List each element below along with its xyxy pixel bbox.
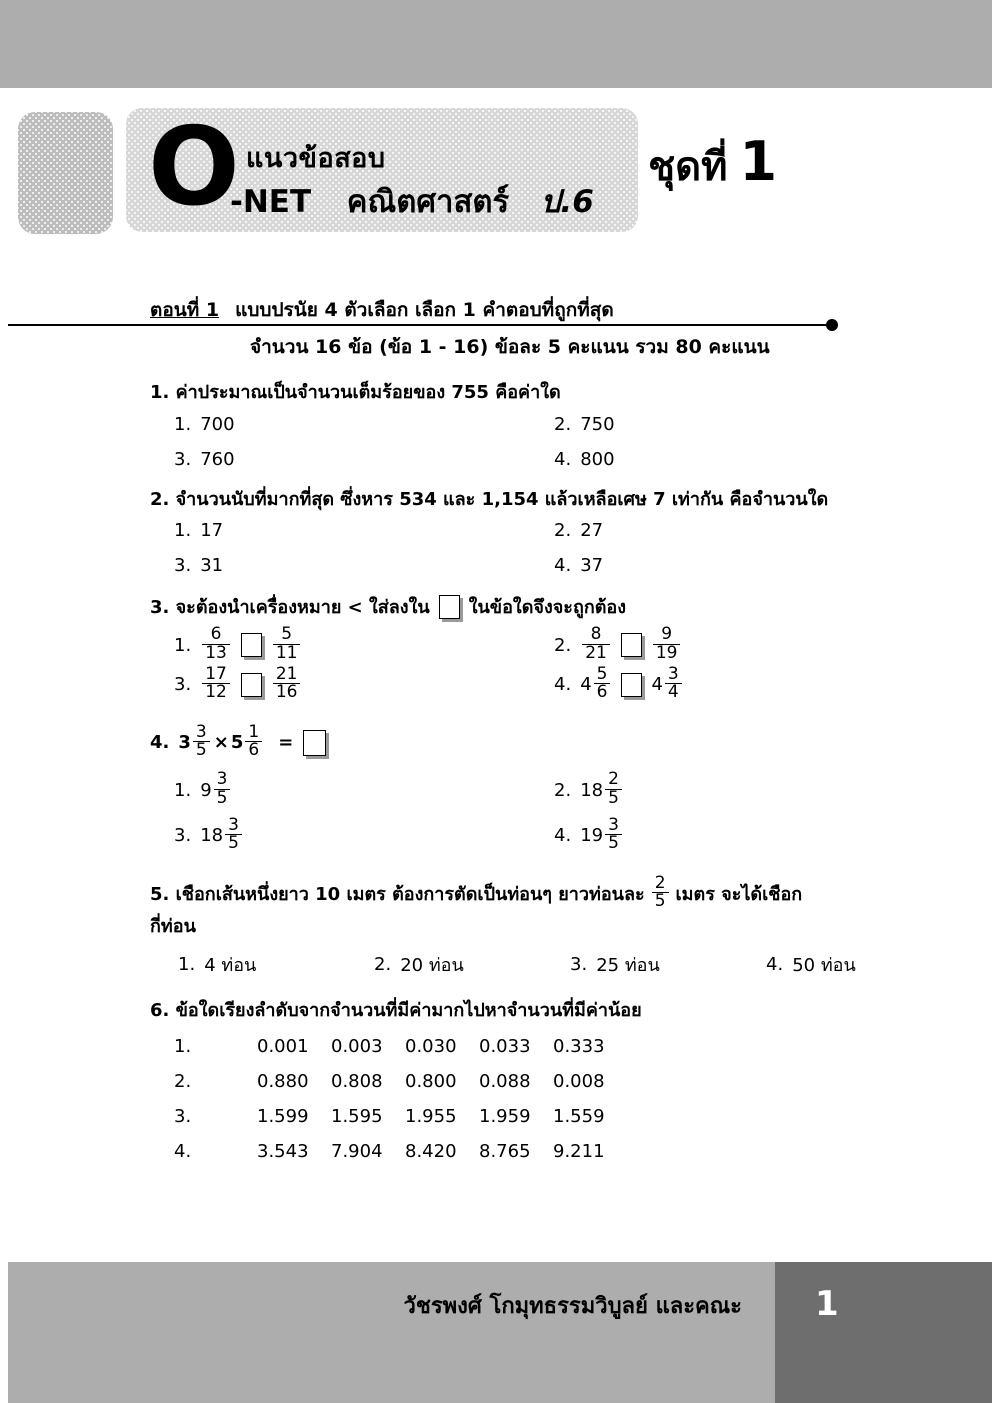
- option-value: 3.543: [257, 1141, 309, 1162]
- option[interactable]: [374, 950, 570, 979]
- fraction-numerator: 2: [608, 769, 619, 790]
- page-number-block: [775, 1262, 992, 1403]
- option-value: 1.599: [257, 1106, 309, 1127]
- fraction-denominator: 6: [245, 741, 262, 759]
- fraction-denominator: 6: [594, 683, 611, 701]
- option-value: 50 ท่อน: [792, 955, 856, 977]
- option-marker: 4.: [554, 674, 572, 696]
- option-marker: 2.: [374, 954, 392, 976]
- option-value: 0.008: [553, 1071, 605, 1092]
- mixed-whole: 18: [200, 825, 224, 847]
- option-marker: 3.: [570, 954, 588, 976]
- question-5-text: [150, 872, 992, 912]
- header-title-line: [230, 176, 594, 226]
- option[interactable]: [554, 449, 992, 470]
- mixed-whole-a: 3: [178, 732, 191, 754]
- answer-box[interactable]: [303, 730, 326, 756]
- header-net-label: -NET: [230, 184, 312, 220]
- fraction-denominator: 11: [273, 644, 301, 662]
- onet-logo-letter: O: [148, 105, 238, 230]
- header-banner: [126, 105, 638, 232]
- option[interactable]: [174, 624, 554, 663]
- option[interactable]: [554, 555, 992, 576]
- option-value: 20 ท่อน: [400, 955, 464, 977]
- option-value: 4 ท่อน: [204, 955, 257, 977]
- fraction-numerator: 2: [654, 872, 666, 893]
- mixed-whole: 19: [580, 825, 604, 847]
- mixed-whole: 9: [200, 779, 212, 801]
- fraction-numerator: 3: [195, 721, 207, 742]
- fraction-numerator: 21: [275, 664, 298, 685]
- option[interactable]: [554, 520, 992, 541]
- fraction-left: [202, 626, 230, 662]
- fraction-numerator: 3: [608, 815, 619, 836]
- option-marker: 3.: [174, 825, 192, 847]
- option-marker: 4.: [554, 448, 572, 470]
- option-value: 0.030: [405, 1036, 457, 1057]
- option[interactable]: [174, 1141, 992, 1162]
- question-3-text-before: 3. จะต้องนำเครื่องหมาย < ใส่ลงใน: [150, 597, 430, 619]
- question-1: [0, 379, 992, 470]
- option-marker: 4.: [174, 1141, 192, 1162]
- option-marker: 2.: [554, 413, 572, 435]
- option[interactable]: [174, 1071, 992, 1092]
- option-marker: 1.: [178, 954, 196, 976]
- answer-box[interactable]: [241, 673, 262, 697]
- fraction-right: [665, 666, 682, 702]
- header-side-decoration: [18, 112, 113, 234]
- question-4-marker: 4.: [150, 732, 170, 754]
- fraction-numerator: 3: [216, 769, 228, 790]
- top-gray-band: [0, 0, 992, 88]
- option-value: 0.333: [553, 1036, 605, 1057]
- fraction-right: [273, 666, 301, 702]
- fraction-denominator: 21: [582, 644, 610, 662]
- fraction: [214, 771, 231, 807]
- option[interactable]: [554, 815, 992, 854]
- fraction-left: [202, 666, 230, 702]
- fraction-denominator: 16: [273, 683, 301, 701]
- option-value: 750: [580, 413, 615, 435]
- question-3-text: [150, 592, 992, 621]
- option-value: 37: [580, 555, 604, 577]
- question-5: [0, 872, 992, 979]
- fraction-numerator: 3: [667, 664, 679, 685]
- question-3-options: [150, 624, 992, 703]
- option-value: 0.003: [331, 1036, 383, 1057]
- page-number: 1: [815, 1284, 839, 1324]
- fraction-left: [582, 626, 610, 662]
- option-value: 0.033: [479, 1036, 531, 1057]
- option-value: 17: [200, 520, 224, 542]
- fraction-denominator: 5: [193, 741, 210, 759]
- header-subject-label: คณิตศาสตร์: [346, 184, 510, 220]
- exam-set-number: 1: [739, 130, 778, 193]
- fraction-denominator: 4: [665, 683, 682, 701]
- mixed-whole-right: 4: [651, 674, 663, 696]
- footer-author: วัชรพงศ์ โกมุทธรรมวิบูลย์ และคณะ: [403, 1294, 742, 1319]
- option-marker: 2.: [554, 520, 572, 542]
- question-6: [0, 997, 992, 1162]
- mixed-whole-b: 5: [230, 732, 244, 754]
- answer-box[interactable]: [241, 633, 262, 657]
- question-2-options: [150, 520, 992, 576]
- option-marker: 4.: [766, 954, 784, 976]
- fraction-numerator: 1: [248, 721, 260, 742]
- question-5-text-b: เมตร จะได้เชือก: [675, 884, 803, 906]
- option[interactable]: [174, 1036, 992, 1057]
- question-3-text-after: ในข้อใดจึงจะถูกต้อง: [468, 597, 627, 619]
- option-marker: 1.: [174, 413, 192, 435]
- option[interactable]: [178, 950, 374, 979]
- option-value: 27: [580, 520, 604, 542]
- multiply-operator: ×: [213, 732, 229, 754]
- fraction-numerator: 5: [596, 664, 608, 685]
- fraction-denominator: 13: [202, 644, 230, 662]
- question-6-text: 6. ข้อใดเรียงลำดับจากจำนวนที่มีค่ามากไปหาจำนวนที่มีค่าน้อย: [150, 1000, 642, 1022]
- question-3: [0, 592, 992, 702]
- option[interactable]: [570, 950, 766, 979]
- option-marker: 1.: [174, 1036, 192, 1057]
- option-marker: 3.: [174, 448, 192, 470]
- exam-content: [0, 252, 992, 1176]
- exam-set-title: [648, 130, 777, 198]
- fraction-a: [193, 721, 210, 761]
- fraction-denominator: 12: [202, 683, 230, 701]
- option-value: 760: [200, 448, 235, 470]
- fraction-numerator: 17: [205, 664, 227, 685]
- fraction-right: [273, 626, 301, 662]
- option-value: 1.955: [405, 1106, 457, 1127]
- option[interactable]: [174, 449, 554, 470]
- page-footer: [0, 1262, 992, 1403]
- instructions-line-2: จำนวน 16 ข้อ (ข้อ 1 - 16) ข้อละ 5 คะแนน รวม 80 คะแนน: [250, 336, 770, 359]
- question-6-options: [150, 1036, 992, 1162]
- option-value: 0.808: [331, 1071, 383, 1092]
- fraction-denominator: 5: [605, 789, 622, 807]
- option[interactable]: [174, 555, 554, 576]
- option[interactable]: [174, 520, 554, 541]
- option-value: 800: [580, 448, 615, 470]
- question-1-text: 1. ค่าประมาณเป็นจำนวนเต็มร้อยของ 755 คือค่าใด: [150, 381, 561, 403]
- option-marker: 1.: [174, 779, 192, 801]
- question-5-text-a: 5. เชือกเส้นหนึ่งยาว 10 เมตร ต้องการตัดเป็นท่อนๆ ยาวท่อนละ: [150, 884, 645, 906]
- option[interactable]: [554, 624, 992, 663]
- fraction-numerator: 9: [661, 624, 673, 645]
- header-subtitle: แนวข้อสอบ: [246, 143, 386, 174]
- option-value: 8.765: [479, 1141, 531, 1162]
- option-marker: 2.: [554, 634, 572, 656]
- fraction: [225, 817, 242, 853]
- question-4: [0, 721, 992, 854]
- fraction-denominator: 5: [214, 789, 231, 807]
- page-header: [0, 88, 992, 240]
- question-2: [0, 486, 992, 577]
- fraction: [605, 817, 622, 853]
- option[interactable]: [174, 664, 554, 703]
- fraction-inline: [652, 872, 669, 912]
- option-marker: 4.: [554, 825, 572, 847]
- option-value: 9.211: [553, 1141, 605, 1162]
- fraction-numerator: 3: [228, 815, 239, 836]
- fraction-numerator: 8: [590, 624, 602, 645]
- fraction-right: [653, 626, 681, 662]
- question-2-text: 2. จำนวนนับที่มากที่สุด ซึ่งหาร 534 และ 1,154 แล้วเหลือเศษ 7 เท่ากัน คือจำนวนใด: [150, 488, 829, 510]
- option-value: 0.800: [405, 1071, 457, 1092]
- answer-box[interactable]: [621, 673, 642, 697]
- mixed-whole: 18: [580, 779, 604, 801]
- option-value: 25 ท่อน: [596, 955, 660, 977]
- option[interactable]: [554, 664, 992, 703]
- option[interactable]: [766, 950, 992, 979]
- option[interactable]: [174, 1106, 992, 1127]
- question-4-options: [150, 769, 992, 854]
- option[interactable]: [174, 414, 554, 435]
- fraction-denominator: 5: [652, 892, 669, 910]
- option-marker: 3.: [174, 555, 192, 577]
- fraction: [605, 771, 622, 807]
- question-4-text: [150, 721, 992, 761]
- equals-sign: =: [278, 732, 294, 754]
- option-marker: 1.: [174, 634, 192, 656]
- option-marker: 1.: [174, 520, 192, 542]
- fraction-numerator: 5: [281, 624, 293, 645]
- fraction-numerator: 6: [210, 624, 222, 645]
- question-1-options: [150, 414, 992, 470]
- option-marker: 4.: [554, 555, 572, 577]
- question-5-text-c: กี่ท่อน: [150, 916, 196, 938]
- option-value: 700: [200, 413, 235, 435]
- answer-box[interactable]: [621, 633, 642, 657]
- option-marker: 3.: [174, 674, 192, 696]
- option-value: 7.904: [331, 1141, 383, 1162]
- instructions-block: [0, 296, 992, 363]
- option-value: 31: [200, 555, 224, 577]
- option[interactable]: [554, 414, 992, 435]
- option-marker: 2.: [174, 1071, 192, 1092]
- fraction-denominator: 5: [225, 834, 242, 852]
- option-value: 0.001: [257, 1036, 309, 1057]
- option[interactable]: [554, 769, 992, 808]
- option-value: 1.959: [479, 1106, 531, 1127]
- part-label: ตอนที่ 1: [150, 299, 220, 321]
- question-5-options: [150, 950, 992, 979]
- option-marker: 2.: [554, 779, 572, 801]
- option-value: 1.595: [331, 1106, 383, 1127]
- header-level-label: ป.6: [540, 184, 594, 220]
- option[interactable]: [174, 815, 554, 854]
- option-value: 0.880: [257, 1071, 309, 1092]
- option-value: 8.420: [405, 1141, 457, 1162]
- exam-set-label: ชุดที่: [648, 144, 728, 190]
- option-value: 1.559: [553, 1106, 605, 1127]
- option-marker: 3.: [174, 1106, 192, 1127]
- fraction-left: [594, 666, 611, 702]
- option-value: 0.088: [479, 1071, 531, 1092]
- option[interactable]: [174, 769, 554, 808]
- fraction-denominator: 5: [605, 834, 622, 852]
- fraction-denominator: 19: [653, 644, 681, 662]
- fraction-b: [245, 721, 262, 761]
- instructions-line-1: แบบปรนัย 4 ตัวเลือก เลือก 1 คำตอบที่ถูกที่สุด: [235, 299, 614, 321]
- mixed-whole-left: 4: [580, 674, 592, 696]
- answer-box[interactable]: [439, 595, 460, 619]
